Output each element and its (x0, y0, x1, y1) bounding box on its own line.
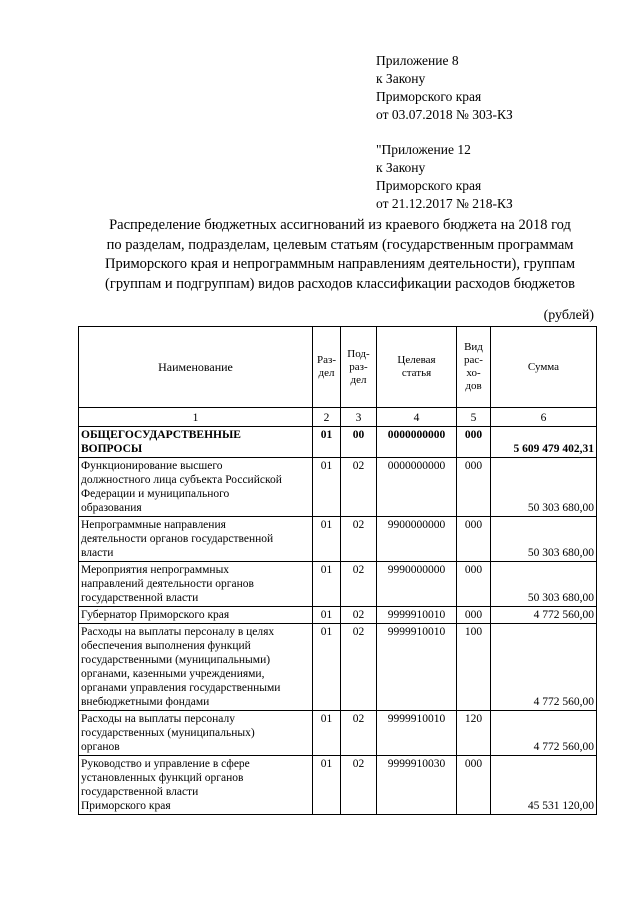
row-expense-type: 120 (457, 711, 491, 756)
appendix-line: Приморского края (376, 178, 482, 193)
row-target: 9999910010 (377, 607, 457, 624)
row-amount: 4 772 560,00 (491, 607, 597, 624)
row-name: Губернатор Приморского края (79, 607, 313, 624)
table-row (79, 458, 597, 517)
row-target: 9999910030 (377, 756, 457, 815)
appendix-line: к Закону (376, 160, 426, 175)
table-row (79, 427, 597, 458)
column-number-row (79, 408, 597, 427)
row-subsection: 02 (341, 562, 377, 607)
row-expense-type: 000 (457, 427, 491, 458)
row-amount: 50 303 680,00 (491, 562, 597, 607)
table-row (79, 562, 597, 607)
header-expense-type: Вид рас- хо- дов (457, 327, 491, 408)
row-expense-type: 100 (457, 624, 491, 711)
row-name: ОБЩЕГОСУДАРСТВЕННЫЕ ВОПРОСЫ (79, 427, 313, 458)
column-number: 3 (341, 408, 377, 427)
row-section: 01 (313, 756, 341, 815)
row-section: 01 (313, 711, 341, 756)
row-target: 0000000000 (377, 427, 457, 458)
row-section: 01 (313, 607, 341, 624)
units-label: (рублей) (543, 308, 594, 323)
row-section: 01 (313, 517, 341, 562)
appendix-header-current (376, 52, 513, 124)
row-expense-type: 000 (457, 458, 491, 517)
row-amount: 45 531 120,00 (491, 756, 597, 815)
row-subsection: 00 (341, 427, 377, 458)
row-subsection: 02 (341, 458, 377, 517)
table-row (79, 756, 597, 815)
title-line: Распределение бюджетных ассигнований из краевого бюджета на 2018 год (109, 217, 571, 233)
row-name: Руководство и управление в сфере установленных функций органов государственной власти Приморского края (79, 756, 313, 815)
row-expense-type: 000 (457, 562, 491, 607)
header-subsection: Под- раз- дел (341, 327, 377, 408)
appendix-line: к Закону (376, 71, 426, 86)
column-number: 4 (377, 408, 457, 427)
appendix-line: Приложение 8 (376, 53, 459, 68)
table-row (79, 711, 597, 756)
budget-table (78, 326, 597, 815)
row-subsection: 02 (341, 607, 377, 624)
row-target: 0000000000 (377, 458, 457, 517)
row-target: 9990000000 (377, 562, 457, 607)
column-number: 5 (457, 408, 491, 427)
row-subsection: 02 (341, 624, 377, 711)
row-target: 9999910010 (377, 624, 457, 711)
document-title (60, 216, 620, 294)
appendix-line: от 03.07.2018 № 303-КЗ (376, 107, 513, 122)
row-subsection: 02 (341, 756, 377, 815)
appendix-header-prior (376, 141, 513, 213)
table-row (79, 607, 597, 624)
header-name: Наименование (79, 327, 313, 408)
header-target: Целевая статья (377, 327, 457, 408)
header-section: Раз- дел (313, 327, 341, 408)
row-amount: 50 303 680,00 (491, 517, 597, 562)
appendix-line: от 21.12.2017 № 218-КЗ (376, 196, 513, 211)
title-line: (группам и подгруппам) видов расходов классификации расходов бюджетов (105, 275, 575, 292)
row-section: 01 (313, 427, 341, 458)
row-target: 9999910010 (377, 711, 457, 756)
row-expense-type: 000 (457, 517, 491, 562)
row-section: 01 (313, 624, 341, 711)
row-expense-type: 000 (457, 607, 491, 624)
row-subsection: 02 (341, 517, 377, 562)
row-name: Расходы на выплаты персоналу государственных (муниципальных) органов (79, 711, 313, 756)
row-amount: 5 609 479 402,31 (491, 427, 597, 458)
row-section: 01 (313, 458, 341, 517)
row-subsection: 02 (341, 711, 377, 756)
title-line: по разделам, подразделам, целевым статьям (государственным программам (106, 236, 574, 253)
column-number: 6 (491, 408, 597, 427)
appendix-line: "Приложение 12 (376, 142, 471, 157)
row-expense-type: 000 (457, 756, 491, 815)
column-number: 2 (313, 408, 341, 427)
row-name: Функционирование высшего должностного лица субъекта Российской Федерации и муниципального образования (79, 458, 313, 517)
table-header-row (79, 327, 597, 408)
table-row (79, 624, 597, 711)
row-name: Расходы на выплаты персоналу в целях обеспечения выполнения функций государственными (муниципальными) органами, казенными учреждениями, органами управления государственными внебюджетными фондами (79, 624, 313, 711)
row-name: Непрограммные направления деятельности органов государственной власти (79, 517, 313, 562)
row-amount: 4 772 560,00 (491, 711, 597, 756)
header-amount: Сумма (491, 327, 597, 408)
row-name: Мероприятия непрограммных направлений деятельности органов государственной власти (79, 562, 313, 607)
row-amount: 50 303 680,00 (491, 458, 597, 517)
column-number: 1 (79, 408, 313, 427)
table-row (79, 517, 597, 562)
title-line: Приморского края и непрограммным направлениям деятельности), группам (104, 256, 575, 272)
appendix-line: Приморского края (376, 89, 482, 104)
row-amount: 4 772 560,00 (491, 624, 597, 711)
row-section: 01 (313, 562, 341, 607)
row-target: 9900000000 (377, 517, 457, 562)
